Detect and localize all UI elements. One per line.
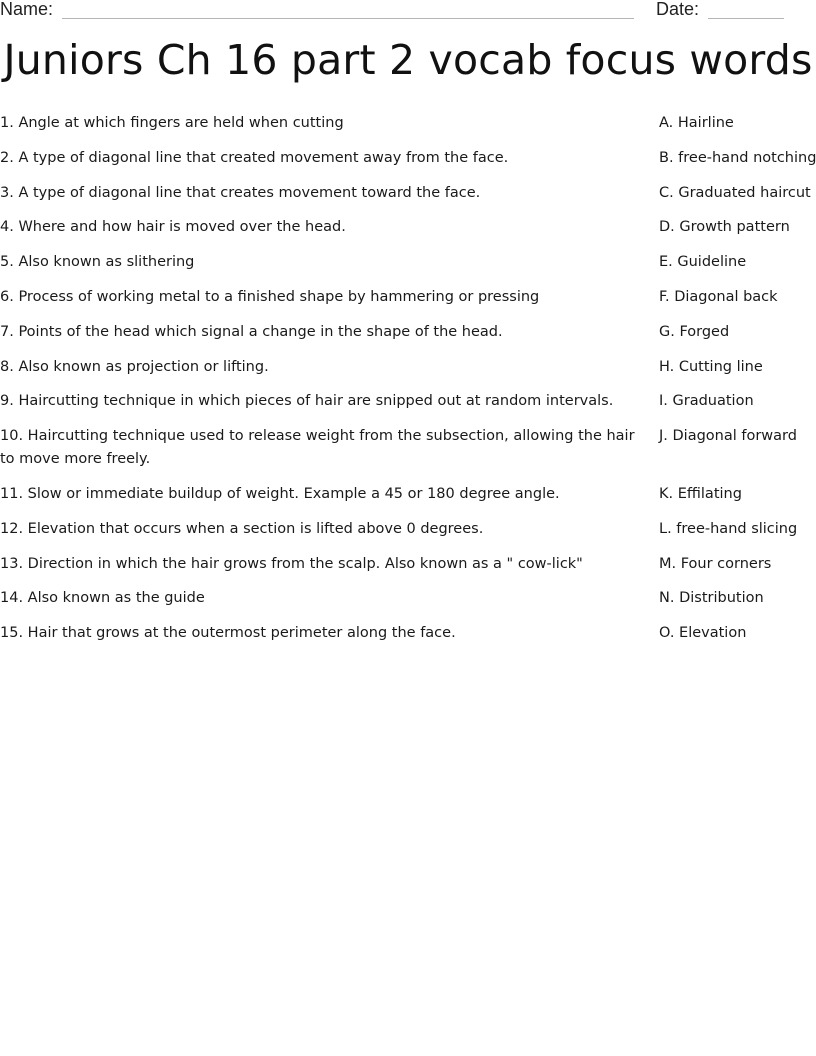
- matching-row: [0, 622, 816, 645]
- answer-option: B. free-hand notching: [659, 149, 816, 166]
- clue-text: 7. Points of the head which signal a change in the shape of the head.: [0, 323, 503, 340]
- name-blank-line: [62, 18, 634, 19]
- clue-text: 10. Haircutting technique used to release weight from the subsection, allowing the hair to move more freely.: [0, 428, 635, 468]
- matching-row: [0, 518, 816, 541]
- matching-row: [0, 356, 816, 379]
- matching-row: [0, 425, 816, 471]
- clue-text: 9. Haircutting technique in which pieces of hair are snipped out at random intervals.: [0, 393, 614, 410]
- clue-text: 3. A type of diagonal line that creates movement toward the face.: [0, 184, 481, 201]
- clue-text: 2. A type of diagonal line that created movement away from the face.: [0, 149, 509, 166]
- clue-text: 15. Hair that grows at the outermost perimeter along the face.: [0, 625, 456, 642]
- date-label: Date:: [656, 0, 700, 19]
- answer-option: K. Effilating: [659, 485, 742, 502]
- matching-row: [0, 390, 816, 413]
- matching-row: [0, 251, 816, 274]
- clue-text: 1. Angle at which fingers are held when cutting: [0, 115, 344, 131]
- matching-row: [0, 587, 816, 610]
- matching-list: [0, 112, 816, 657]
- answer-option: A. Hairline: [659, 115, 734, 131]
- answer-option: O. Elevation: [659, 625, 747, 642]
- answer-option: I. Graduation: [659, 393, 754, 410]
- answer-option: N. Distribution: [659, 590, 764, 607]
- matching-row: [0, 216, 816, 239]
- clue-text: 6. Process of working metal to a finished shape by hammering or pressing: [0, 288, 540, 305]
- answer-option: M. Four corners: [659, 555, 772, 572]
- answer-option: F. Diagonal back: [659, 288, 778, 305]
- clue-text: 14. Also known as the guide: [0, 590, 205, 607]
- name-label: Name:: [0, 0, 54, 19]
- answer-option: G. Forged: [659, 323, 730, 340]
- clue-text: 12. Elevation that occurs when a section is lifted above 0 degrees.: [0, 520, 484, 537]
- answer-option: J. Diagonal forward: [659, 428, 797, 445]
- answer-option: H. Cutting line: [659, 358, 763, 375]
- date-blank-line: [708, 18, 784, 19]
- matching-row: [0, 112, 816, 135]
- matching-row: [0, 321, 816, 344]
- clue-text: 5. Also known as slithering: [0, 254, 195, 271]
- answer-option: L. free-hand slicing: [659, 520, 798, 537]
- page-title: Juniors Ch 16 part 2 vocab focus words: [3, 36, 813, 84]
- answer-option: C. Graduated haircut: [659, 184, 811, 201]
- matching-row: [0, 483, 816, 506]
- matching-row: [0, 182, 816, 205]
- clue-text: 13. Direction in which the hair grows from the scalp. Also known as a " cow-lick": [0, 555, 583, 572]
- answer-option: D. Growth pattern: [659, 219, 790, 236]
- matching-row: [0, 286, 816, 309]
- clue-text: 4. Where and how hair is moved over the head.: [0, 219, 346, 236]
- clue-text: 11. Slow or immediate buildup of weight. Example a 45 or 180 degree angle.: [0, 485, 560, 502]
- matching-row: [0, 147, 816, 170]
- clue-text: 8. Also known as projection or lifting.: [0, 358, 269, 375]
- matching-row: [0, 553, 816, 576]
- answer-option: E. Guideline: [659, 254, 747, 271]
- worksheet-header: [0, 0, 816, 22]
